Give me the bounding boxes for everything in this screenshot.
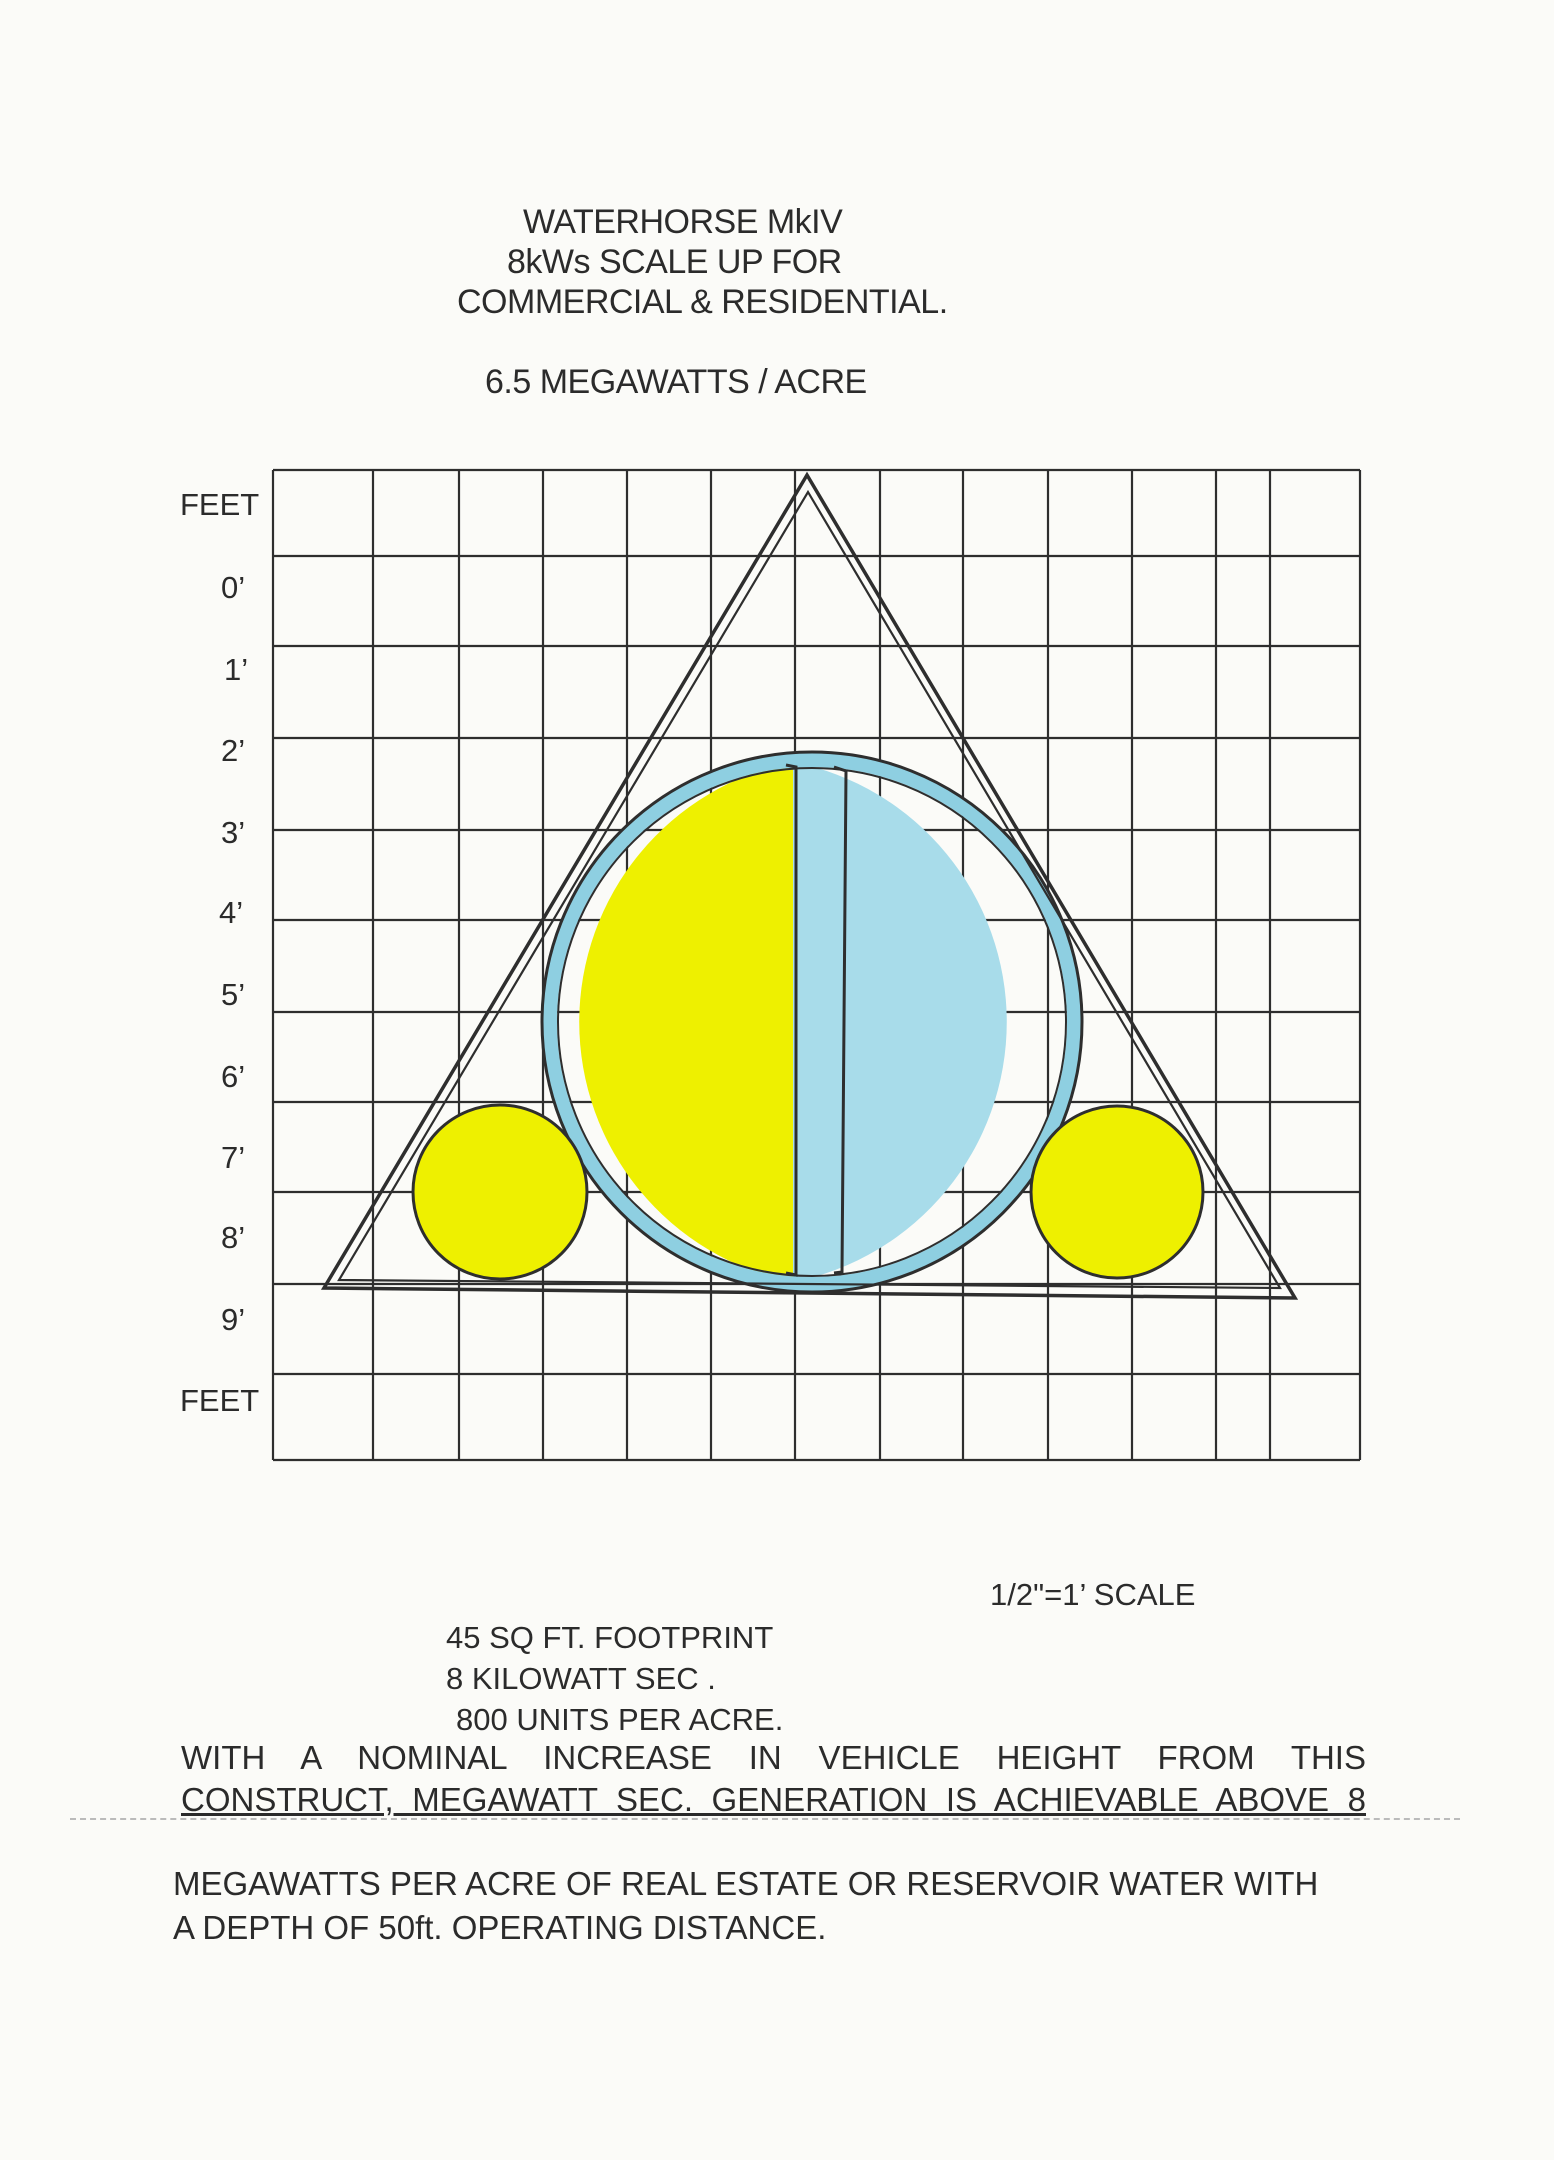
divider: [70, 1818, 1460, 1820]
axis-tick-0: 0’: [221, 570, 246, 605]
spec-density: 800 UNITS PER ACRE.: [456, 1702, 784, 1737]
note-line-4: A DEPTH OF 50ft. OPERATING DISTANCE.: [173, 1909, 827, 1946]
note-line-3: MEGAWATTS PER ACRE OF REAL ESTATE OR RESERVOIR WATER WITH: [173, 1865, 1319, 1902]
axis-tick-8: 8’: [221, 1220, 246, 1255]
axis-tick-4: 4’: [219, 895, 244, 930]
axis-tick-2: 2’: [221, 733, 246, 768]
note-paragraph-2: [173, 1862, 1373, 1950]
title-line-3: COMMERCIAL & RESIDENTIAL.: [457, 283, 948, 321]
spec-power: 8 KILOWATT SEC .: [446, 1661, 716, 1696]
title-line-2: 8kWs SCALE UP FOR: [507, 243, 842, 281]
power-density-rating: 6.5 MEGAWATTS / ACRE: [485, 363, 867, 401]
note-line-1: WITH A NOMINAL INCREASE IN VEHICLE HEIGHT FROM THIS: [181, 1739, 1366, 1776]
axis-tick-7: 7’: [221, 1140, 246, 1175]
axis-unit-bottom: FEET: [180, 1383, 260, 1418]
axis-tick-5: 5’: [221, 977, 246, 1012]
axis-tick-3: 3’: [221, 815, 246, 850]
note-paragraph-1: [181, 1737, 1366, 1821]
spec-footprint: 45 SQ FT. FOOTPRINT: [446, 1620, 774, 1655]
small-circle-left: [413, 1105, 587, 1279]
axis-tick-6: 6’: [221, 1059, 246, 1094]
note-line-2: CONSTRUCT, MEGAWATT SEC. GENERATION IS ACHIEVABLE ABOVE 8: [181, 1781, 1366, 1818]
axis-unit-top: FEET: [180, 487, 260, 522]
title-line-1: WATERHORSE MkIV: [523, 203, 843, 241]
axis-tick-9: 9’: [221, 1302, 246, 1337]
large-circle: [542, 752, 1082, 1292]
small-circle-right: [1031, 1106, 1203, 1278]
scale-note: 1/2"=1’ SCALE: [990, 1577, 1196, 1612]
axis-tick-1: 1’: [224, 652, 249, 687]
